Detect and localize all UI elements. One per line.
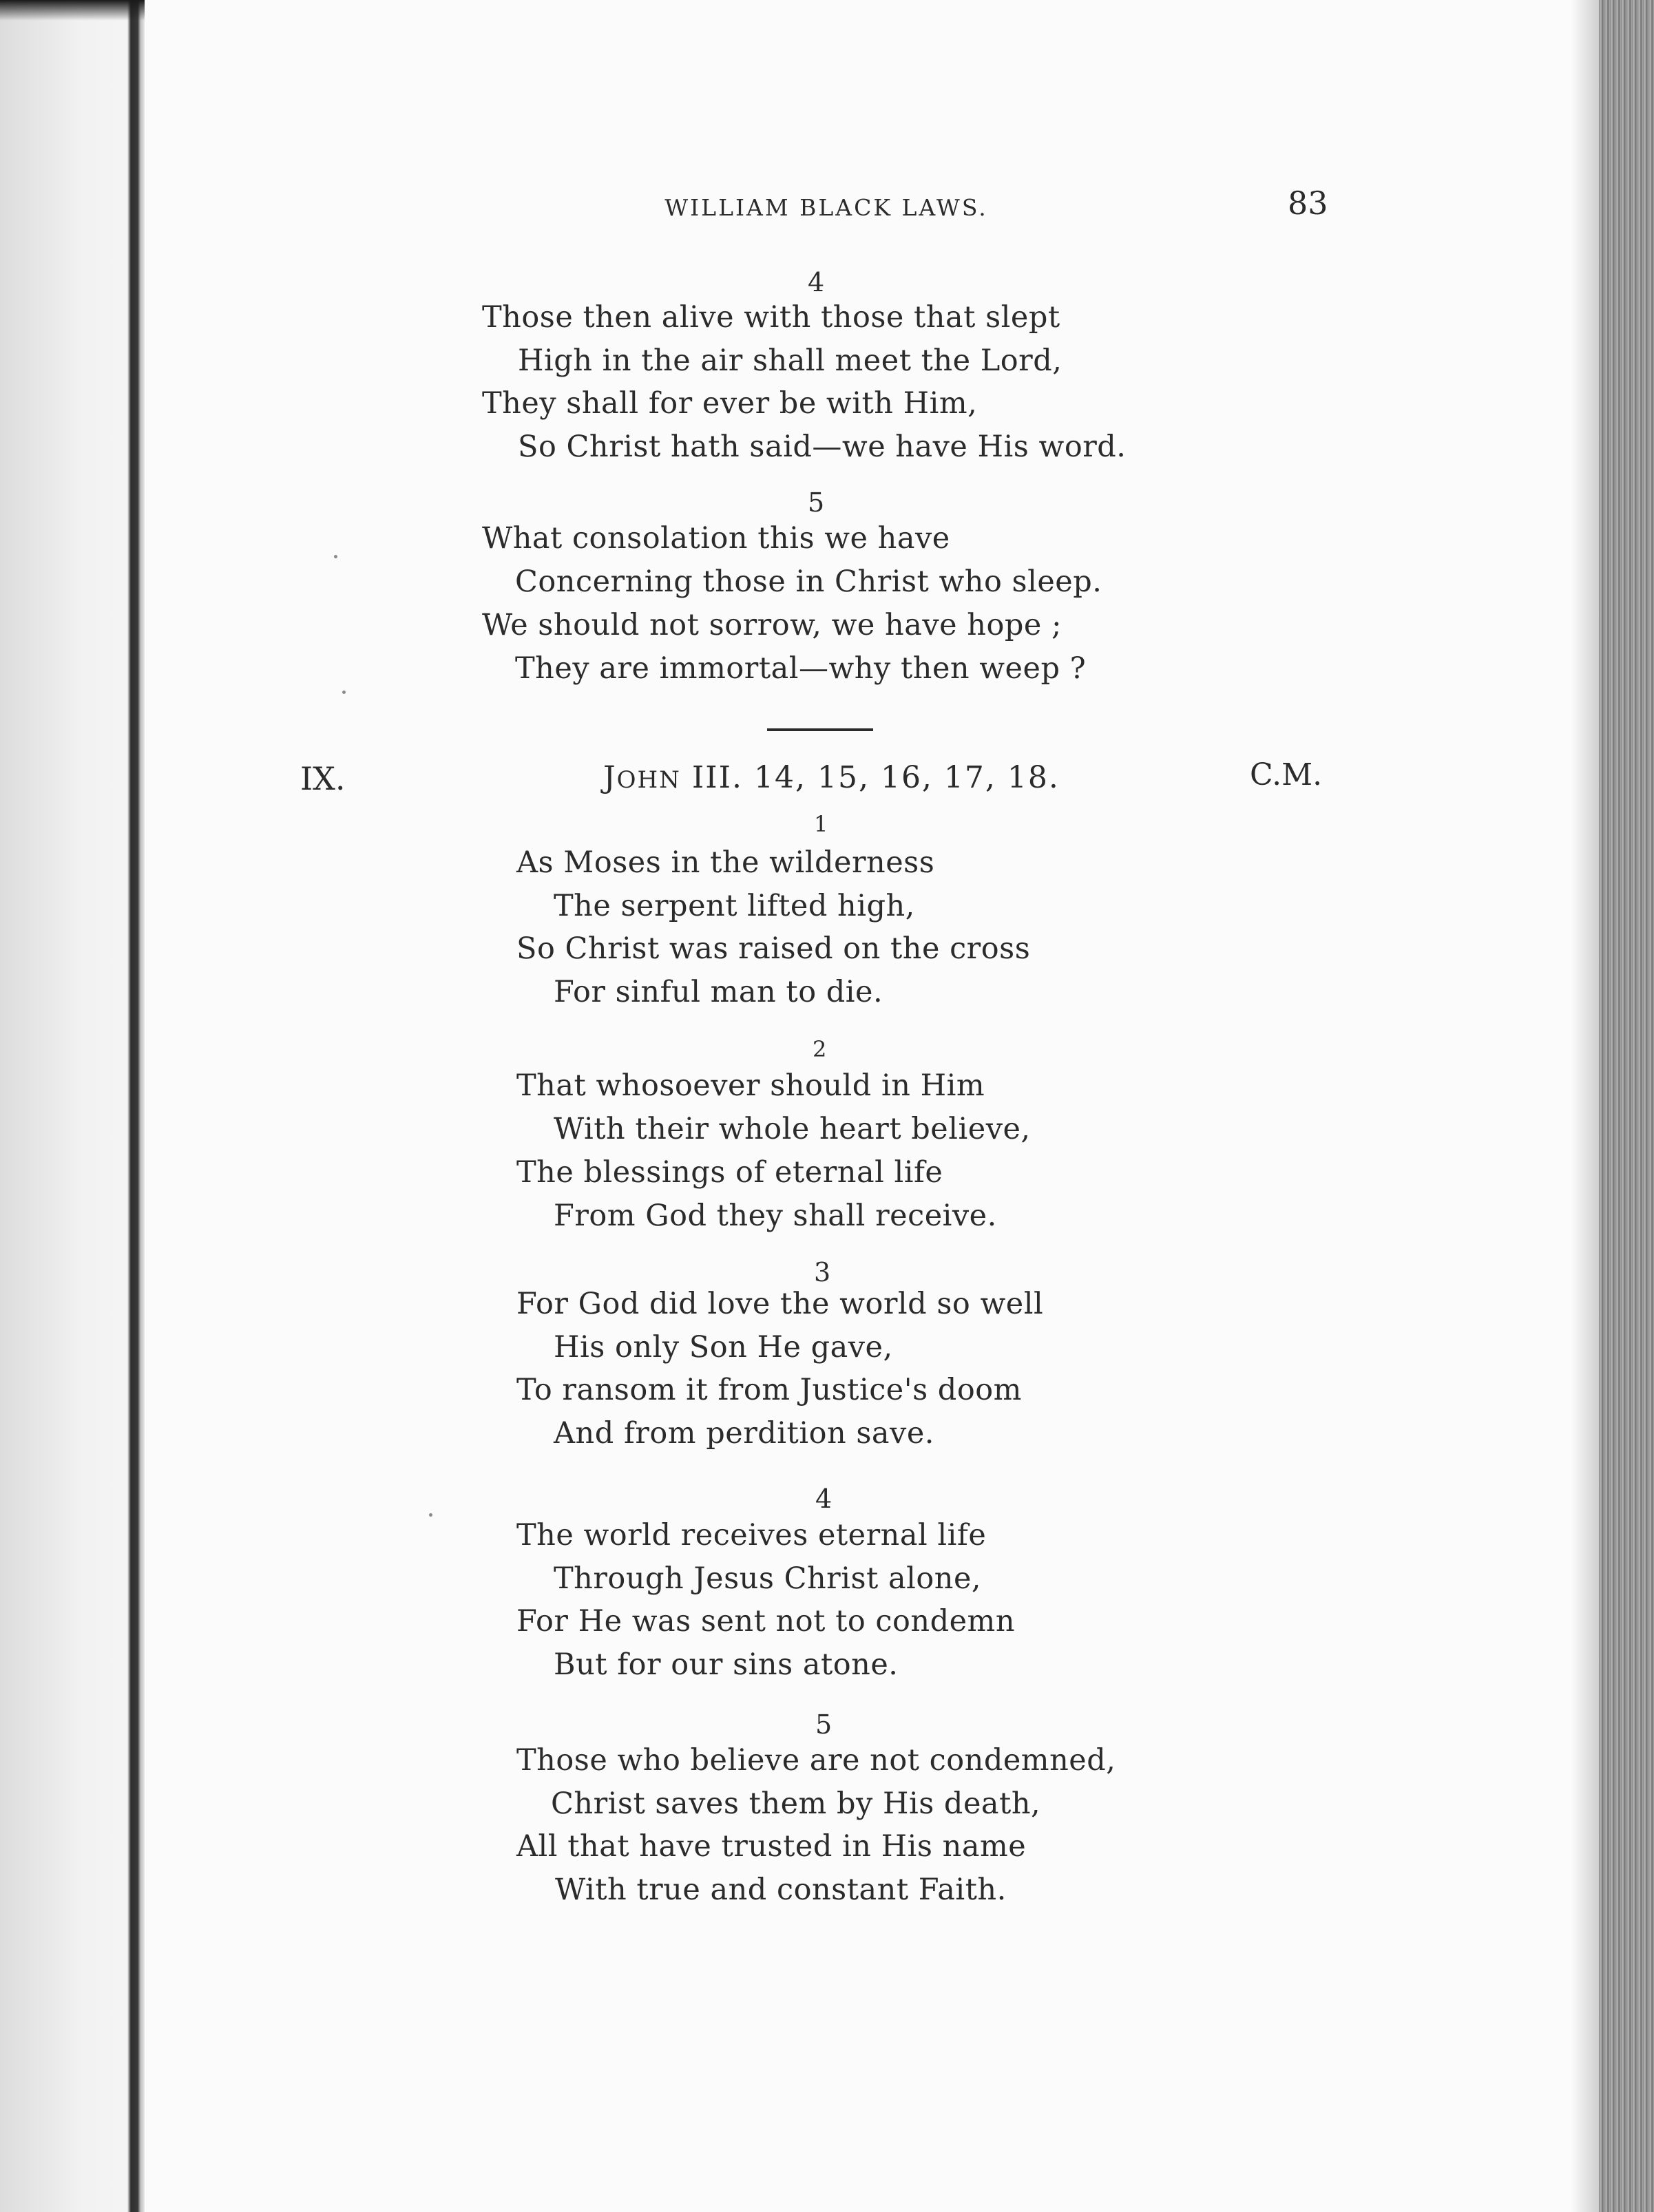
- verse-line: All that have trusted in His name: [516, 1829, 1027, 1864]
- verse-line: Concerning those in Christ who sleep.: [515, 565, 1102, 599]
- verse-line: To ransom it from Justice's doom: [516, 1373, 1022, 1407]
- verse-line: For sinful man to die.: [554, 975, 883, 1009]
- verse-line: We should not sorrow, we have hope ;: [482, 608, 1062, 642]
- verse-line: They shall for ever be with Him,: [482, 386, 978, 421]
- verse-line: With true and constant Faith.: [555, 1873, 1007, 1907]
- verse-line: Those then alive with those that slept: [482, 300, 1060, 335]
- page-number: 83: [1288, 185, 1328, 222]
- reference-small-caps: OHN: [616, 766, 681, 794]
- stanza-number: 4: [815, 1484, 833, 1514]
- paper-speck: [429, 1513, 432, 1517]
- running-title: WILLIAM BLACK LAWS.: [664, 194, 988, 221]
- page-edge-shadow: [1571, 0, 1599, 2212]
- verse-line: But for our sins atone.: [554, 1647, 899, 1682]
- verse-line: The world receives eternal life: [516, 1518, 987, 1552]
- stanza-number: 1: [814, 811, 828, 837]
- verse-line: The blessings of eternal life: [516, 1155, 943, 1190]
- verse-line: The serpent lifted high,: [554, 889, 915, 923]
- verse-line: As Moses in the wilderness: [516, 845, 935, 880]
- verse-line: For God did love the world so well: [516, 1287, 1044, 1321]
- verse-line: From God they shall receive.: [554, 1199, 997, 1233]
- stanza-number: 5: [815, 1709, 833, 1740]
- paper-speck: [334, 555, 337, 558]
- stanza-number: 4: [808, 267, 825, 297]
- stanza-number: 2: [813, 1036, 827, 1062]
- verse-line: His only Son He gave,: [554, 1330, 893, 1365]
- book-binding: [0, 0, 145, 2212]
- verse-line: Through Jesus Christ alone,: [554, 1561, 982, 1596]
- reference-verses: III. 14, 15, 16, 17, 18.: [680, 760, 1060, 795]
- verse-line: That whosoever should in Him: [516, 1068, 985, 1103]
- page-edges: [1599, 0, 1654, 2212]
- verse-line: So Christ was raised on the cross: [516, 931, 1031, 966]
- verse-line: With their whole heart believe,: [554, 1112, 1031, 1146]
- verse-line: So Christ hath said—we have His word.: [518, 430, 1127, 464]
- verse-line: Those who believe are not condemned,: [516, 1743, 1116, 1778]
- verse-line: High in the air shall meet the Lord,: [518, 344, 1062, 378]
- paper-speck: [342, 691, 346, 694]
- hymn-meter: C.M.: [1250, 757, 1323, 792]
- stanza-number: 5: [808, 487, 825, 518]
- reference-initial: J: [603, 760, 617, 795]
- stanza-number: 3: [814, 1257, 831, 1287]
- verse-line: And from perdition save.: [554, 1416, 934, 1451]
- verse-line: What consolation this we have: [482, 521, 950, 556]
- verse-line: For He was sent not to condemn: [516, 1604, 1016, 1639]
- verse-line: They are immortal—why then weep ?: [515, 651, 1087, 686]
- binding-shadow: [0, 0, 145, 21]
- scripture-reference: [603, 760, 1060, 795]
- hymn-number: IX.: [300, 760, 346, 797]
- verse-line: Christ saves them by His death,: [551, 1787, 1041, 1821]
- section-divider: [767, 728, 873, 731]
